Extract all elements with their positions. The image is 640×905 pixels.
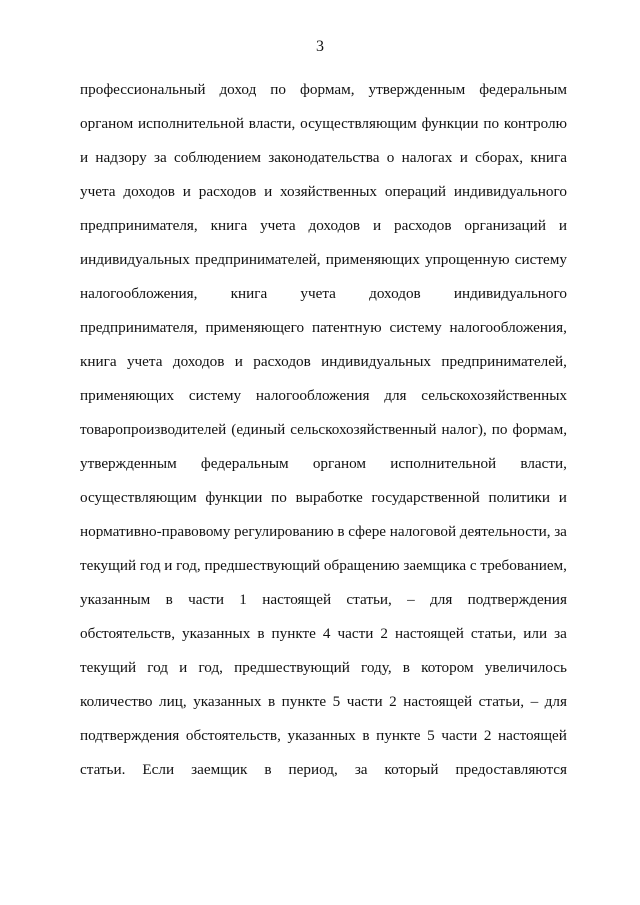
word: налогообложения,: [449, 319, 567, 336]
word: –: [407, 591, 415, 608]
word: части: [337, 625, 374, 642]
word: доход: [219, 81, 257, 98]
word: статьи.: [80, 761, 126, 778]
word: доходов: [308, 217, 361, 234]
word: заемщик: [191, 761, 248, 778]
text-line: [80, 209, 567, 243]
word: формам,: [300, 81, 355, 98]
word: сборах,: [475, 149, 524, 166]
word: доходов: [369, 285, 421, 302]
word: осуществляющим: [80, 489, 197, 506]
word: по: [270, 81, 287, 98]
word: по: [271, 489, 287, 506]
text-line: [80, 753, 567, 787]
word: в: [257, 625, 265, 642]
word: систему: [514, 251, 567, 268]
word: в: [267, 693, 276, 710]
word: учета: [260, 217, 296, 234]
word: книга: [530, 149, 567, 166]
word: систему: [188, 387, 242, 404]
text-line: [80, 515, 567, 549]
word: год,: [176, 557, 201, 574]
word: в: [362, 727, 370, 744]
word: федеральным: [200, 455, 289, 472]
word: предшествующий: [204, 557, 321, 574]
word: учета: [126, 353, 163, 370]
word: доходов: [123, 183, 175, 200]
word: индивидуального: [453, 285, 567, 302]
body-text: [80, 73, 567, 787]
word: в: [337, 523, 345, 540]
word: который: [384, 761, 439, 778]
word: пункте: [271, 625, 316, 642]
text-line: [80, 175, 567, 209]
word: для: [544, 693, 567, 710]
word: выработке: [295, 489, 363, 506]
word: федеральным: [479, 81, 567, 98]
word: индивидуальных: [80, 251, 190, 268]
word: предпринимателя,: [80, 319, 198, 336]
word: лиц,: [159, 693, 187, 710]
word: обращению: [323, 557, 400, 574]
word: пункте: [281, 693, 327, 710]
word: 5: [427, 727, 435, 744]
word: применяющих: [325, 251, 420, 268]
word: Если: [142, 761, 175, 778]
word: и: [558, 217, 567, 234]
word: указанным: [80, 591, 151, 608]
text-line: [80, 107, 567, 141]
word: 5: [332, 693, 341, 710]
word: 2: [380, 625, 388, 642]
word: заемщика: [403, 557, 467, 574]
text-line: [80, 413, 567, 447]
word: предоставляются: [455, 761, 567, 778]
word: формам,: [512, 421, 567, 438]
word: настоящей: [262, 591, 332, 608]
word: котором: [421, 659, 474, 676]
word: количество: [80, 693, 153, 710]
word: индивидуального: [453, 183, 567, 200]
word: предпринимателей,: [195, 251, 321, 268]
word: учета: [80, 183, 116, 200]
word: исполнительной: [138, 115, 244, 132]
word: подтверждения: [467, 591, 567, 608]
word: и: [558, 489, 567, 506]
word: предшествующий: [234, 659, 350, 676]
word: индивидуальных: [321, 353, 432, 370]
word: 4: [322, 625, 331, 642]
word: утвержденным: [368, 81, 466, 98]
word: товаропроизводителей: [80, 421, 227, 438]
word: (единый: [231, 421, 286, 438]
word: и: [182, 183, 191, 200]
word: году,: [361, 659, 392, 676]
word: в: [402, 659, 410, 676]
word: власти,: [248, 115, 296, 132]
word: упрощенную: [425, 251, 510, 268]
word: книга: [230, 285, 268, 302]
text-line: [80, 719, 567, 753]
word: статьи,: [346, 591, 392, 608]
word: текущий: [80, 557, 137, 574]
text-line: [80, 549, 567, 583]
word: книга: [210, 217, 248, 234]
word: статьи,: [478, 693, 525, 710]
word: патентную: [311, 319, 382, 336]
text-line: [80, 379, 567, 413]
word: нормативно-правовому: [80, 523, 231, 540]
text-line: [80, 447, 567, 481]
word: настоящей: [394, 625, 464, 642]
word: период,: [288, 761, 338, 778]
word: и: [459, 149, 468, 166]
word: для: [384, 387, 407, 404]
text-line: [80, 583, 567, 617]
text-line: [80, 277, 567, 311]
word: в: [264, 761, 272, 778]
word: применяющих: [80, 387, 175, 404]
word: исполнительной: [390, 455, 497, 472]
text-line: [80, 481, 567, 515]
word: по: [491, 421, 508, 438]
word: расходов: [253, 353, 311, 370]
word: сфере: [348, 523, 387, 540]
word: или: [523, 625, 548, 642]
word: хозяйственных: [280, 183, 378, 200]
word: налоговой: [389, 523, 457, 540]
word: для: [430, 591, 453, 608]
word: расходов: [393, 217, 452, 234]
word: налогах: [401, 149, 453, 166]
word: сельскохозяйственных: [421, 387, 567, 404]
word: статьи,: [470, 625, 517, 642]
word: указанных: [193, 693, 262, 710]
word: текущий: [80, 659, 137, 676]
word: за: [354, 761, 368, 778]
word: деятельности,: [459, 523, 551, 540]
word: власти,: [520, 455, 567, 472]
word: требованием,: [480, 557, 567, 574]
word: функции: [421, 115, 479, 132]
word: законодательства: [268, 149, 380, 166]
word: предпринимателей,: [441, 353, 567, 370]
word: политики: [488, 489, 551, 506]
word: учета: [300, 285, 336, 302]
word: подтверждения: [80, 727, 180, 744]
word: надзору: [95, 149, 147, 166]
text-line: [80, 73, 567, 107]
text-line: [80, 651, 567, 685]
word: части: [346, 693, 383, 710]
word: государственной: [371, 489, 480, 506]
word: расходов: [198, 183, 257, 200]
word: части: [441, 727, 478, 744]
text-line: [80, 345, 567, 379]
word: и: [234, 353, 243, 370]
word: –: [530, 693, 539, 710]
text-line: [80, 311, 567, 345]
word: год,: [198, 659, 223, 676]
word: налогообложения: [255, 387, 370, 404]
word: сельскохозяйственный: [290, 421, 437, 438]
word: и: [264, 183, 273, 200]
word: и: [164, 557, 173, 574]
word: настоящей: [403, 693, 473, 710]
word: увеличилось: [484, 659, 567, 676]
word: и: [179, 659, 188, 676]
word: 1: [239, 591, 247, 608]
word: организаций: [464, 217, 546, 234]
word: доходов: [172, 353, 225, 370]
word: 2: [389, 693, 397, 710]
word: части: [188, 591, 224, 608]
word: за: [554, 523, 567, 540]
text-line: [80, 141, 567, 175]
word: год: [139, 557, 161, 574]
word: регулированию: [234, 523, 334, 540]
word: указанных: [287, 727, 356, 744]
word: органом: [312, 455, 367, 472]
word: 2: [483, 727, 492, 744]
word: контролю: [503, 115, 567, 132]
word: о: [386, 149, 395, 166]
word: налогообложения,: [80, 285, 198, 302]
word: указанных: [182, 625, 251, 642]
word: обстоятельств,: [80, 625, 176, 642]
word: органом: [80, 115, 134, 132]
word: за: [153, 149, 167, 166]
word: в: [165, 591, 173, 608]
word: год: [147, 659, 168, 676]
word: настоящей: [498, 727, 567, 744]
word: профессиональный: [80, 81, 206, 98]
word: налог),: [441, 421, 487, 438]
text-line: [80, 617, 567, 651]
word: с: [469, 557, 477, 574]
text-line: [80, 685, 567, 719]
word: по: [483, 115, 500, 132]
word: за: [554, 625, 567, 642]
word: систему: [389, 319, 442, 336]
word: и: [372, 217, 382, 234]
word: и: [80, 149, 89, 166]
word: обстоятельств,: [185, 727, 281, 744]
word: функции: [205, 489, 263, 506]
text-line: [80, 243, 567, 277]
word: утвержденным: [80, 455, 177, 472]
page-number: 3: [316, 38, 324, 55]
word: операций: [384, 183, 447, 200]
word: предпринимателя,: [80, 217, 198, 234]
word: осуществляющим: [300, 115, 417, 132]
word: применяющего: [205, 319, 305, 336]
word: книга: [80, 353, 117, 370]
word: соблюдением: [174, 149, 261, 166]
word: пункте: [376, 727, 421, 744]
